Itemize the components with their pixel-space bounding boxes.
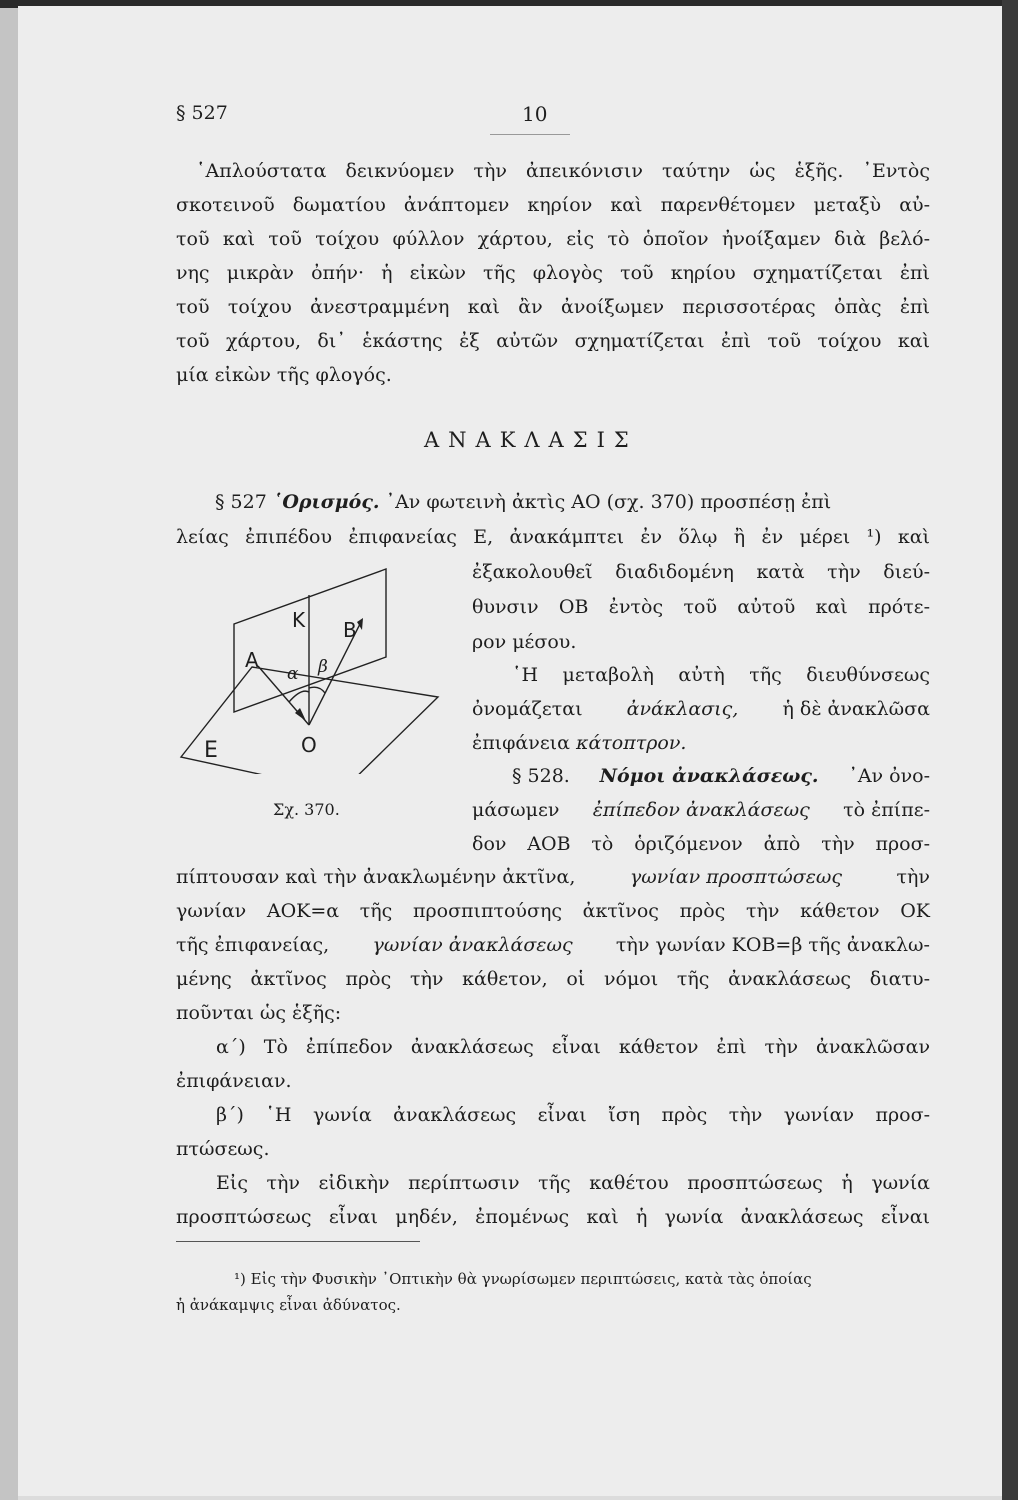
laws-line4-a: πίπτουσαν καὶ τὴν ἀνακλωμένην ἀκτῖνα, bbox=[176, 866, 576, 888]
laws-line1-rest: ᾿Αν ὀνο- bbox=[848, 765, 930, 787]
header-section: § 527 bbox=[176, 102, 228, 124]
def-right-line: ρον μέσου. bbox=[472, 631, 577, 653]
intro-line: νης μικρὰν ὀπήν· ἡ εἰκὼν τῆς φλογὸς τοῦ κηρίου σχηματίζεται ἐπὶ bbox=[176, 262, 930, 284]
laws-line-7: μένης ἀκτῖνος πρὸς τὴν κάθετον, οἱ νόμοι τῆς ἀνακλάσεως διατυ- bbox=[176, 968, 930, 990]
term-plane-of-reflection: ἐπίπεδον ἀνακλάσεως bbox=[592, 799, 810, 821]
law-a-line-2: ἐπιφάνειαν. bbox=[176, 1070, 292, 1092]
def-line-2: λείας ἐπιπέδου ἐπιφανείας Ε, ἀνακάμπτει ἐν ὅλῳ ἢ ἐν μέρει ¹) καὶ bbox=[176, 526, 930, 548]
laws-line-8: ποῦνται ὡς ἑξῆς: bbox=[176, 1002, 342, 1024]
def-right-line: θυνσιν ΟΒ ἐντὸς τοῦ αὐτοῦ καὶ πρότε- bbox=[472, 596, 930, 618]
change-line-2 bbox=[472, 698, 930, 720]
laws-section: § 528. bbox=[512, 765, 570, 787]
laws-line-2 bbox=[472, 799, 930, 821]
term-katoptron: κάτοπτρον. bbox=[576, 732, 687, 754]
label-K: K bbox=[292, 608, 306, 632]
plane-of-reflection bbox=[234, 569, 386, 712]
laws-line-4 bbox=[176, 866, 930, 888]
figure-caption: Σχ. 370. bbox=[273, 800, 340, 819]
term-anaklasis: ἀνάκλασις, bbox=[626, 698, 739, 720]
laws-line4-c: τὴν bbox=[896, 866, 930, 888]
special-line-2: προσπτώσεως εἶναι μηδέν, ἐπομένως καὶ ἡ γωνία ἀνακλάσεως εἶναι bbox=[176, 1206, 930, 1228]
laws-title: Νόμοι ἀνακλάσεως. bbox=[599, 765, 819, 787]
footnote-line-2: ἡ ἀνάκαμψις εἶναι ἀδύνατος. bbox=[176, 1296, 401, 1314]
change-line-1: ῾Η μεταβολὴ αὐτὴ τῆς διευθύνσεως bbox=[512, 664, 930, 686]
law-a-line-1: α΄) Τὸ ἐπίπεδον ἀνακλάσεως εἶναι κάθετον ἐπὶ τὴν ἀνακλῶσαν bbox=[216, 1036, 930, 1058]
label-E: E bbox=[204, 738, 218, 763]
angle-beta-arc bbox=[309, 687, 325, 693]
label-O: O bbox=[301, 733, 317, 757]
footnote-rule bbox=[176, 1241, 420, 1242]
section-heading: ΑΝΑΚΛΑΣΙΣ bbox=[424, 428, 638, 452]
intro-line: τοῦ καὶ τοῦ τοίχου φύλλον χάρτου, εἰς τὸ ὁποῖον ἠνοίξαμεν διὰ βελό- bbox=[176, 228, 930, 250]
def-title: ῾Ορισμός. bbox=[272, 491, 380, 513]
def-line-1 bbox=[215, 491, 831, 513]
laws-line-3: δον ΑΟΒ τὸ ὁριζόμενον ἀπὸ τὴν προσ- bbox=[472, 833, 930, 855]
def-section: § 527 bbox=[215, 491, 267, 513]
change-line3-a: ἐπιφάνεια bbox=[472, 732, 570, 754]
label-B: B bbox=[343, 618, 357, 642]
laws-line2-c: τὸ ἐπίπε- bbox=[843, 799, 930, 821]
page-number: 10 bbox=[522, 102, 548, 126]
footnote-line-1: ¹) Εἰς τὴν Φυσικὴν ᾿Οπτικὴν θὰ γνωρίσωμεν περιπτώσεις, κατὰ τὰς ὁποίας bbox=[234, 1270, 812, 1288]
change-line2-a: ὀνομάζεται bbox=[472, 698, 583, 720]
intro-line: τοῦ χάρτου, δι᾿ ἑκάστης ἐξ αὐτῶν σχηματίζεται ἐπὶ τοῦ τοίχου καὶ bbox=[176, 330, 930, 352]
laws-line6-c: τὴν γωνίαν ΚΟΒ=β τῆς ἀνακλω- bbox=[615, 934, 930, 956]
laws-line6-a: τῆς ἐπιφανείας, bbox=[176, 934, 330, 956]
intro-line: ῾Απλούστατα δεικνύομεν τὴν ἀπεικόνισιν ταύτην ὡς ἑξῆς. ᾿Εντὸς bbox=[196, 160, 930, 182]
law-b-line-1: β΄) ῾Η γωνία ἀνακλάσεως εἶναι ἴση πρὸς τὴν γωνίαν προσ- bbox=[216, 1104, 930, 1126]
header-rule bbox=[490, 134, 570, 135]
def-right-line: ἐξακολουθεῖ διαδιδομένη κατὰ τὴν διεύ- bbox=[472, 561, 930, 583]
term-angle-of-incidence: γωνίαν προσπτώσεως bbox=[629, 866, 843, 888]
special-line-1: Εἰς τὴν εἰδικὴν περίπτωσιν τῆς καθέτου προσπτώσεως ἡ γωνία bbox=[216, 1172, 930, 1194]
label-alpha: α bbox=[287, 664, 299, 684]
intro-line: τοῦ τοίχου ἀνεστραμμένη καὶ ἂν ἀνοίξωμεν περισσοτέρας ὀπὰς ἐπὶ bbox=[176, 296, 930, 318]
term-angle-of-reflection: γωνίαν ἀνακλάσεως bbox=[372, 934, 573, 956]
law-b-line-2: πτώσεως. bbox=[176, 1138, 270, 1160]
angle-alpha-arc bbox=[289, 691, 309, 702]
intro-line: σκοτεινοῦ δωματίου ἀνάπτομεν κηρίον καὶ παρενθέτομεν μεταξὺ αὐ- bbox=[176, 194, 930, 216]
label-A: A bbox=[245, 648, 259, 672]
scan-left-edge bbox=[0, 0, 18, 1500]
intro-line: μία εἰκὼν τῆς φλογός. bbox=[176, 364, 392, 386]
scan-right-edge bbox=[1002, 0, 1018, 1500]
laws-line-1 bbox=[512, 765, 930, 787]
laws-line2-a: μάσωμεν bbox=[472, 799, 560, 821]
change-line2-c: ἡ δὲ ἀνακλῶσα bbox=[782, 698, 930, 720]
def-line1-rest: ᾿Αν φωτεινὴ ἀκτὶς ΑΟ (σχ. 370) προσπέσῃ ἐπὶ bbox=[385, 491, 832, 513]
change-line-3 bbox=[472, 732, 686, 754]
laws-line-5: γωνίαν ΑΟΚ=α τῆς προσπιπτούσης ἀκτῖνος πρὸς τὴν κάθετον ΟΚ bbox=[176, 900, 930, 922]
label-beta: β bbox=[318, 657, 328, 677]
laws-line-6 bbox=[176, 934, 930, 956]
